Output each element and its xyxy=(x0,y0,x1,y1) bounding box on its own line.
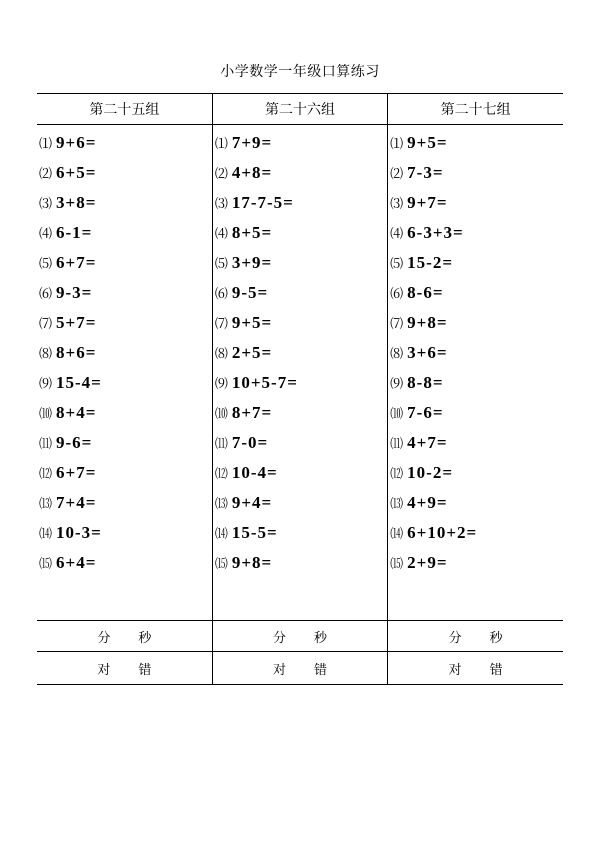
problem-expression: 6+7= xyxy=(56,253,97,272)
problem-number: ⑴ xyxy=(390,137,404,152)
problem-item xyxy=(388,308,563,338)
problem-item xyxy=(37,128,212,158)
problem-expression: 10+5-7= xyxy=(231,373,298,392)
problem-item xyxy=(213,488,387,518)
problem-item xyxy=(213,278,387,308)
problem-expression: 9+4= xyxy=(231,493,273,512)
problem-item xyxy=(388,428,563,458)
problem-expression: 10-4= xyxy=(231,463,278,482)
problem-expression: 6+4= xyxy=(56,553,97,572)
problem-item xyxy=(213,308,387,338)
problem-expression: 7-6= xyxy=(407,403,444,422)
problem-expression: 15-5= xyxy=(231,523,278,542)
problem-item xyxy=(213,548,387,578)
time-cell xyxy=(212,621,387,652)
problem-list-25 xyxy=(37,125,212,578)
problem-item xyxy=(213,518,387,548)
problem-item xyxy=(37,338,212,368)
problem-item xyxy=(37,548,212,578)
problem-expression: 8-6= xyxy=(407,283,444,302)
problem-expression: 8+4= xyxy=(56,403,97,422)
problem-number: ⑶ xyxy=(39,197,53,212)
problem-item xyxy=(388,518,563,548)
problem-number: ⑸ xyxy=(214,257,228,272)
problem-item xyxy=(388,278,563,308)
wrong-label: 错 xyxy=(138,662,152,678)
problem-number: ⑻ xyxy=(214,347,228,362)
problem-expression: 7+4= xyxy=(56,493,97,512)
problem-number: ⒀ xyxy=(214,497,228,512)
problem-item xyxy=(213,188,387,218)
problem-expression: 9+7= xyxy=(407,193,448,212)
problem-expression: 9+8= xyxy=(407,313,448,332)
time-cell xyxy=(388,621,563,652)
problem-list-27 xyxy=(388,125,563,578)
problem-number: ⑾ xyxy=(39,437,53,452)
score-row xyxy=(37,652,563,685)
problem-number: ⑼ xyxy=(214,377,228,392)
problem-number: ⑺ xyxy=(390,317,404,332)
problem-number: ⑹ xyxy=(390,287,404,302)
problem-item xyxy=(388,338,563,368)
problem-item xyxy=(213,458,387,488)
problem-expression: 6-1= xyxy=(56,223,93,242)
problem-number: ⑼ xyxy=(39,377,53,392)
score-cell xyxy=(212,652,387,685)
problem-expression: 4+7= xyxy=(407,433,448,452)
problem-item xyxy=(213,368,387,398)
problem-expression: 10-2= xyxy=(407,463,454,482)
problem-item xyxy=(213,428,387,458)
problem-expression: 9+5= xyxy=(407,133,448,152)
time-row xyxy=(37,621,563,652)
problem-expression: 9+8= xyxy=(231,553,273,572)
problem-number: ⒀ xyxy=(390,497,404,512)
second-label: 秒 xyxy=(489,630,503,646)
problem-number: ⑵ xyxy=(39,167,53,182)
problem-number: ⑵ xyxy=(390,167,404,182)
problem-item xyxy=(213,338,387,368)
group-header-26: 第二十六组 xyxy=(212,94,387,125)
problem-item xyxy=(213,158,387,188)
problem-expression: 9+6= xyxy=(56,133,97,152)
problem-expression: 3+8= xyxy=(56,193,97,212)
problem-expression: 7-3= xyxy=(407,163,444,182)
problem-number: ⒁ xyxy=(214,527,228,542)
problem-expression: 15-2= xyxy=(407,253,454,272)
second-label: 秒 xyxy=(313,630,327,646)
exercise-table xyxy=(37,93,563,685)
problem-number: ⑻ xyxy=(390,347,404,362)
problem-number: ⑽ xyxy=(390,407,404,422)
problem-expression: 9+5= xyxy=(231,313,273,332)
problem-number: ⑷ xyxy=(39,227,53,242)
problem-number: ⑶ xyxy=(390,197,404,212)
problem-expression: 4+9= xyxy=(407,493,448,512)
problem-expression: 9-5= xyxy=(231,283,269,302)
problem-number: ⑿ xyxy=(390,467,404,482)
problem-number: ⑸ xyxy=(39,257,53,272)
problem-item xyxy=(213,128,387,158)
correct-label: 对 xyxy=(448,662,462,678)
problem-item xyxy=(37,248,212,278)
problem-number: ⒂ xyxy=(390,557,404,572)
problem-number: ⒂ xyxy=(214,557,228,572)
problem-expression: 9-3= xyxy=(56,283,93,302)
correct-label: 对 xyxy=(97,662,111,678)
problem-number: ⑾ xyxy=(390,437,404,452)
problem-number: ⑶ xyxy=(214,197,228,212)
problem-number: ⑾ xyxy=(214,437,228,452)
problem-item xyxy=(388,158,563,188)
problem-expression: 3+9= xyxy=(231,253,273,272)
problem-expression: 8+7= xyxy=(231,403,273,422)
problem-number: ⒀ xyxy=(39,497,53,512)
problem-expression: 3+6= xyxy=(407,343,448,362)
problem-item xyxy=(37,308,212,338)
problem-number: ⑺ xyxy=(39,317,53,332)
problem-item xyxy=(388,248,563,278)
problem-number: ⒁ xyxy=(39,527,53,542)
group-header-27: 第二十七组 xyxy=(388,94,563,125)
problem-number: ⑴ xyxy=(39,137,53,152)
problem-item xyxy=(388,188,563,218)
page-title: 小学数学一年级口算练习 xyxy=(220,64,380,80)
problem-item xyxy=(37,368,212,398)
problem-item xyxy=(37,218,212,248)
problem-item xyxy=(388,398,563,428)
minute-label: 分 xyxy=(448,630,462,646)
problem-item xyxy=(213,248,387,278)
problem-item xyxy=(388,128,563,158)
problem-item xyxy=(37,488,212,518)
problem-number: ⑻ xyxy=(39,347,53,362)
problem-expression: 6-3+3= xyxy=(407,223,464,242)
problem-item xyxy=(37,278,212,308)
problem-number: ⑹ xyxy=(214,287,228,302)
problem-expression: 17-7-5= xyxy=(231,193,294,212)
time-cell xyxy=(37,621,212,652)
problem-number: ⑽ xyxy=(39,407,53,422)
problem-item xyxy=(388,458,563,488)
problem-number: ⑿ xyxy=(214,467,228,482)
problem-item xyxy=(37,428,212,458)
problem-number: ⒂ xyxy=(39,557,53,572)
problem-expression: 8-8= xyxy=(407,373,444,392)
wrong-label: 错 xyxy=(489,662,503,678)
problem-expression: 2+9= xyxy=(407,553,448,572)
problem-expression: 6+5= xyxy=(56,163,97,182)
problem-expression: 5+7= xyxy=(56,313,97,332)
problem-expression: 7+9= xyxy=(231,133,273,152)
problem-item xyxy=(37,188,212,218)
problem-number: ⑷ xyxy=(390,227,404,242)
problem-item xyxy=(388,368,563,398)
score-cell xyxy=(388,652,563,685)
problem-expression: 9-6= xyxy=(56,433,93,452)
problem-item xyxy=(388,218,563,248)
problem-number: ⑽ xyxy=(214,407,228,422)
problem-expression: 8+6= xyxy=(56,343,97,362)
minute-label: 分 xyxy=(97,630,111,646)
problem-expression: 4+8= xyxy=(231,163,273,182)
problem-item xyxy=(37,158,212,188)
problem-number: ⑴ xyxy=(214,137,228,152)
problem-expression: 2+5= xyxy=(231,343,273,362)
problem-expression: 6+7= xyxy=(56,463,97,482)
problem-item xyxy=(388,548,563,578)
problem-item xyxy=(213,398,387,428)
problem-number: ⑸ xyxy=(390,257,404,272)
problem-item xyxy=(213,218,387,248)
problem-expression: 15-4= xyxy=(56,373,102,392)
problem-number: ⑹ xyxy=(39,287,53,302)
problem-number: ⑷ xyxy=(214,227,228,242)
problem-item xyxy=(37,518,212,548)
problem-number: ⑵ xyxy=(214,167,228,182)
problem-expression: 6+10+2= xyxy=(407,523,478,542)
group-header-25: 第二十五组 xyxy=(37,94,212,125)
problem-number: ⑺ xyxy=(214,317,228,332)
problems-row xyxy=(37,125,563,621)
second-label: 秒 xyxy=(138,630,152,646)
problem-number: ⑿ xyxy=(39,467,53,482)
wrong-label: 错 xyxy=(313,662,327,678)
problem-number: ⒁ xyxy=(390,527,404,542)
problem-list-26 xyxy=(213,125,387,578)
problem-expression: 8+5= xyxy=(231,223,273,242)
problem-item xyxy=(37,458,212,488)
problem-item xyxy=(388,488,563,518)
score-cell xyxy=(37,652,212,685)
problem-expression: 10-3= xyxy=(56,523,102,542)
problem-item xyxy=(37,398,212,428)
problem-number: ⑼ xyxy=(390,377,404,392)
minute-label: 分 xyxy=(272,630,286,646)
correct-label: 对 xyxy=(272,662,286,678)
problem-expression: 7-0= xyxy=(231,433,269,452)
group-header-row xyxy=(37,94,563,125)
